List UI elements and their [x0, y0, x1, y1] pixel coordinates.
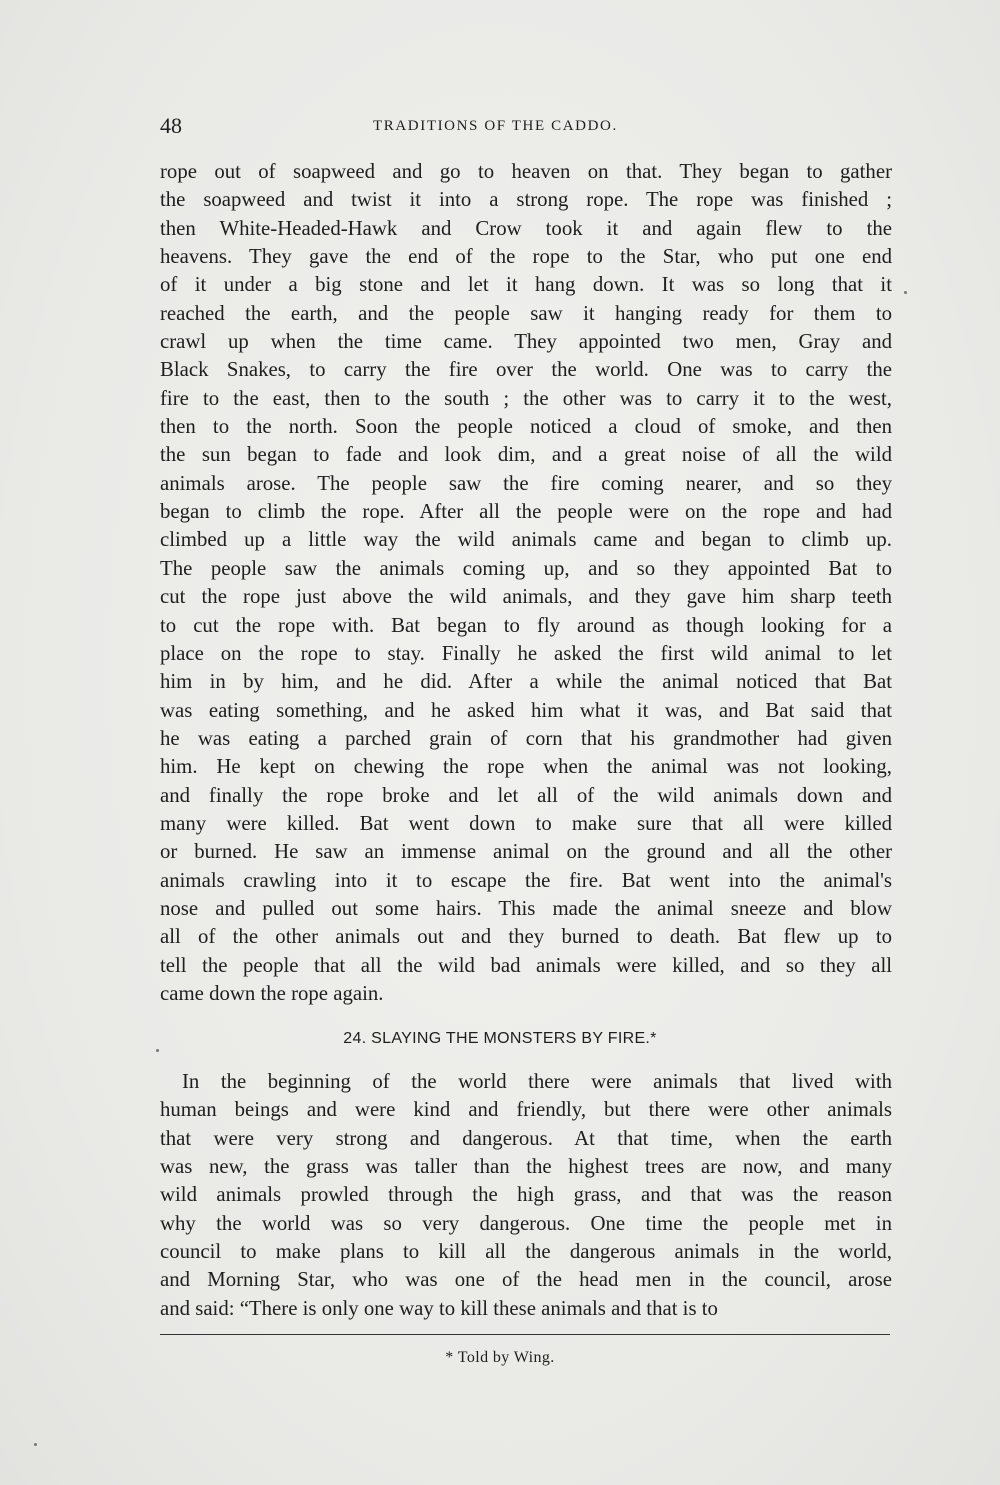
text-line: was new, the grass was taller than the highest trees are now, and many	[160, 1155, 892, 1179]
paragraph-slaying-monsters	[160, 1068, 892, 1323]
text-line: reached the earth, and the people saw it hanging ready for them to	[160, 301, 892, 325]
text-line: him. He kept on chewing the rope when the animal was not looking,	[160, 755, 892, 779]
text-line: The people saw the animals coming up, and so they appointed Bat to	[160, 556, 892, 580]
text-line: why the world was so very dangerous. One time the people met in	[160, 1211, 892, 1235]
text-line: of it under a big stone and let it hang down. It was so long that it	[160, 273, 892, 297]
text-line: Black Snakes, to carry the fire over the world. One was to carry the	[160, 358, 892, 382]
paper-speck	[156, 1049, 159, 1052]
footnote-divider	[160, 1334, 890, 1335]
page-header	[160, 113, 890, 143]
text-line: and said: “There is only one way to kill these animals and that is to	[160, 1296, 718, 1320]
text-line: tell the people that all the wild bad animals were killed, and so they all	[160, 953, 892, 977]
text-line: cut the rope just above the wild animals, and they gave him sharp teeth	[160, 585, 892, 609]
text-line: was eating something, and he asked him what it was, and Bat said that	[160, 698, 892, 722]
text-line: him in by him, and he did. After a while the animal noticed that Bat	[160, 670, 892, 694]
text-line: human beings and were kind and friendly, but there were other animals	[160, 1098, 892, 1122]
text-line: the soapweed and twist it into a strong rope. The rope was finished ;	[160, 188, 892, 212]
text-line: began to climb the rope. After all the people were on the rope and had	[160, 500, 892, 524]
text-line: rope out of soapweed and go to heaven on that. They began to gather	[160, 160, 892, 183]
text-line: place on the rope to stay. Finally he asked the first wild animal to let	[160, 641, 892, 665]
text-line: came down the rope again.	[160, 981, 384, 1005]
text-line: he was eating a parched grain of corn that his grandmother had given	[160, 726, 892, 750]
text-line: or burned. He saw an immense animal on the ground and all the other	[160, 840, 892, 864]
paragraph-bat-and-rope	[160, 158, 892, 1008]
text-line: many were killed. Bat went down to make sure that all were killed	[160, 811, 892, 835]
section-heading: 24. SLAYING THE MONSTERS BY FIRE.*	[343, 1030, 657, 1047]
text-line: then White-Headed-Hawk and Crow took it and again flew to the	[160, 216, 892, 240]
text-line: and Morning Star, who was one of the head men in the council, arose	[160, 1268, 892, 1292]
footnote: * Told by Wing.	[445, 1349, 555, 1366]
text-line: animals crawling into it to escape the fire. Bat went into the animal's	[160, 868, 892, 892]
page-number: 48	[160, 113, 182, 138]
text-line: fire to the east, then to the south ; the other was to carry it to the west,	[160, 386, 892, 410]
text-line: council to make plans to kill all the dangerous animals in the world,	[160, 1240, 892, 1264]
text-line: then to the north. Soon the people noticed a cloud of smoke, and then	[160, 415, 892, 439]
text-line: all of the other animals out and they burned to death. Bat flew up to	[160, 925, 892, 949]
text-line: the sun began to fade and look dim, and a great noise of all the wild	[160, 443, 892, 467]
text-line: crawl up when the time came. They appointed two men, Gray and	[160, 330, 892, 354]
text-line: nose and pulled out some hairs. This made the animal sneeze and blow	[160, 896, 892, 920]
text-line: and finally the rope broke and let all of the wild animals down and	[160, 783, 892, 807]
text-line: wild animals prowled through the high grass, and that was the reason	[160, 1183, 892, 1207]
text-line: climbed up a little way the wild animals came and began to climb up.	[160, 528, 892, 552]
text-line: that were very strong and dangerous. At that time, when the earth	[160, 1126, 892, 1150]
text-line: In the beginning of the world there were animals that lived with	[182, 1070, 892, 1093]
text-line: to cut the rope with. Bat began to fly around as though looking for a	[160, 613, 892, 637]
paper-speck	[34, 1443, 37, 1446]
paper-speck	[904, 291, 907, 294]
text-line: animals arose. The people saw the fire coming nearer, and so they	[160, 471, 892, 495]
text-line: heavens. They gave the end of the rope to the Star, who put one end	[160, 245, 892, 269]
running-head: TRADITIONS OF THE CADDO.	[373, 118, 618, 134]
